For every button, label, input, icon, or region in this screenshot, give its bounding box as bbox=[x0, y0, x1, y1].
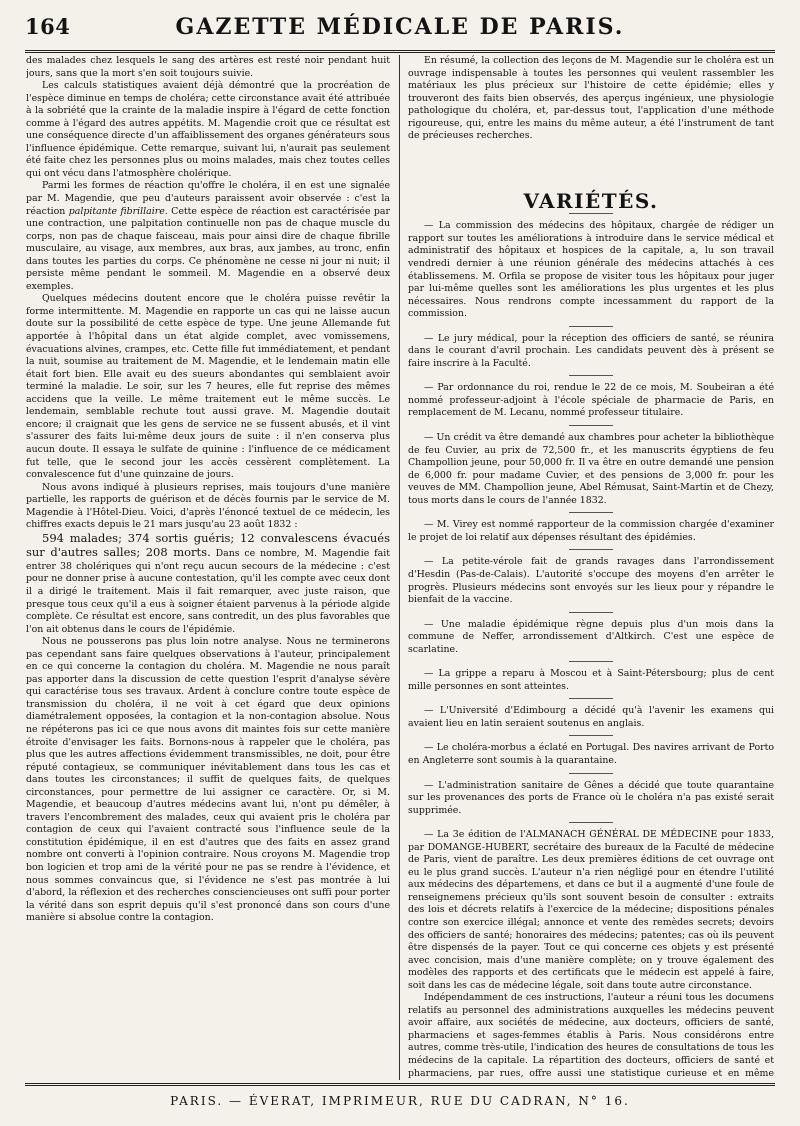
right-column bbox=[408, 55, 774, 1080]
news-item: — M. Virey est nommé rapporteur de la commission chargée d'examiner le projet de loi relatif aux dépenses résultant des épidémies. bbox=[408, 519, 774, 543]
statistics-figures: 594 malades; 374 sortis guéris; 12 convalescens évacués sur d'autres salles; 208 morts. bbox=[26, 530, 390, 560]
news-item: — La grippe a reparu à Moscou et à Saint-Pétersbourg; plus de cent mille personnes en sont atteintes. bbox=[408, 668, 774, 692]
news-item: — Le choléra-morbus a éclaté en Portugal. Des navires arrivant de Porto en Angleterre sont soumis à la quarantaine. bbox=[408, 742, 774, 766]
emphasis-text: palpitante fibrillaire bbox=[68, 205, 165, 217]
news-item: — Par ordonnance du roi, rendue le 22 de ce mois, M. Soubeiran a été nommé professeur-adjoint à l'école spéciale de pharmacie de Paris, en remplacement de M. Lecanu, nommé professeur titulaire. bbox=[408, 382, 774, 419]
left-column bbox=[26, 55, 390, 1080]
text-run: Parmi les formes de réaction qu'offre le choléra, il en est une signalée par M. Magendie, que peu d'auteurs paraissent avoir observée : c'est la réaction bbox=[26, 180, 390, 217]
paragraph: des malades chez lesquels le sang des artères est resté noir pendant huit jours, sans que la mort s'en soit toujours suivie. bbox=[26, 55, 390, 79]
news-item: — Un crédit va être demandé aux chambres pour acheter la bibliothèque de feu Cuvier, au prix de 72,500 fr., et les manuscrits égyptiens de feu Champollion jeune, pour 50,000 fr. Il va être en outre demandé une pension de 6,000 fr. pour madame Cuvier, et des pensions de 3,000 fr. pour les veuves de MM. Champollion jeune, Abel Rémusat, Saint-Martin et de Chezy, tous morts dans le cours de l'année 1832. bbox=[408, 432, 774, 506]
page-header bbox=[25, 8, 775, 44]
news-item: — L'administration sanitaire de Gênes a décidé que toute quarantaine sur les provenances des ports de France où le choléra n'a pas existé serait supprimée. bbox=[408, 779, 774, 816]
item-separator bbox=[569, 512, 613, 513]
column-divider bbox=[399, 55, 400, 1080]
news-item: — Le jury médical, pour la réception des officiers de santé, se réunira dans le courant d'avril prochain. Les candidats peuvent dès à présent se faire inscrire à la Faculté. bbox=[408, 332, 774, 369]
item-separator bbox=[569, 698, 613, 699]
news-item: — L'Université d'Edimbourg a décidé qu'à l'avenir les examens qui avaient lieu en latin seraient soutenus en anglais. bbox=[408, 705, 774, 729]
paragraph: Nous avons indiqué à plusieurs reprises, mais toujours d'une manière partielle, les rapports de guérison et de décès fournis par le service de M. Magendie à l'Hôtel-Dieu. Voici, d'après l'énoncé textuel de ce médecin, les chiffres exacts depuis le 21 mars jusqu'au 23 août 1832 : bbox=[26, 481, 390, 531]
almanach-notice: — La 3e édition de l'ALMANACH GÉNÉRAL DE MÉDECINE pour 1833, par DOMANGE-HUBERT, secrétaire des bureaux de la Faculté de médecine de Paris, vient de paraître. Les deux premières éditions de cet ouvrage ont eu le plus grand succès. L'auteur n'a rien négligé pour en étendre l'utilité aux médecins des départemens, et dans ce but il a augmenté d'une foule de renseignemens précieux qu'ils sont souvent besoin de consulter : extraits des lois et décrets relatifs à l'exercice de la médecine; dispositions pénales contre son exercice illégal; annonce et vente des remèdes secrets; devoirs des officiers de santé; honoraires des médecins; patentes; cas où ils peuvent être dispensés de la payer. Tout ce qui concerne ces objets y est présenté avec concision, mais d'une manière complète; on y trouve également des modèles des rapports et des certificats que le médecin est appelé à faire, soit dans les cas de médecine légale, soit dans toute autre circonstance. bbox=[408, 829, 774, 991]
news-item: — La petite-vérole fait de grands ravages dans l'arrondissement d'Hesdin (Pas-de-Calais). L'autorité s'occupe des moyens d'en arrêter le progrès. Plusieurs médecins sont envoyés sur les lieux pour y répandre le bienfait de la vaccine. bbox=[408, 556, 774, 606]
paragraph bbox=[26, 180, 390, 293]
item-separator bbox=[569, 773, 613, 774]
item-separator bbox=[569, 425, 613, 426]
item-separator bbox=[569, 213, 613, 214]
footer-rule bbox=[25, 1083, 775, 1086]
item-separator bbox=[569, 326, 613, 327]
text-run: Dans ce nombre, M. Magendie fait entrer 38 cholériques qui n'ont reçu aucun secours de la médecine : c'est pour ne donner prise à aucune contestation, qu'il les compte avec ceux dont il a dirigé le traitement. Mais il fait remarquer, avec juste raison, que presque tous ceux qu'il a eus à soigner étaient parvenus à la période algide complète. Ce résultat est encore, sans contredit, un des plus favorables que l'on ait obtenus dans le cours de l'épidémie. bbox=[26, 548, 390, 635]
paragraph: Quelques médecins doutent encore que le choléra puisse revêtir la forme intermittente. M. Magendie en rapporte un cas qui ne laisse aucun doute sur la possibilité de cette espèce de type. Une jeune Allemande fut apportée à l'hôpital dans un état algide complet, avec vomissemens, évacuations alvines, crampes, etc. Cette fille fut immédiatement, et pendant la nuit, soumise au traitement de M. Magendie, et le lendemain matin elle était fort bien. Elle avait eu des sueurs abondantes qui semblaient avoir terminé la maladie. Le soir, sur les 7 heures, elle fut reprise des mêmes accidens que la veille. Le même traitement eut le même succès. Le lendemain, semblable rechute tout aussi grave. M. Magendie doutait encore; il craignait que les gens de service ne se fussent abusés, et il vint s'assurer des faits lui-même deux jours de suite : il n'en conserva plus aucun doute. Il essaya le sulfate de quinine : l'influence de ce médicament fut telle, que le second jour les accès cessèrent complètement. La convalescence fut d'une quinzaine de jours. bbox=[26, 293, 390, 481]
item-separator bbox=[569, 375, 613, 376]
news-item: — La commission des médecins des hôpitaux, chargée de rédiger un rapport sur toutes les améliorations à introduire dans le service médical et administratif des hôpitaux et hospices de la capitale, a, lu son travail vendredi dernier à une réunion générale des médecins attachés à ces établissemens. M. Orfila se propose de visiter tous les hôpitaux pour juger par lui-même quelles sont les améliorations les plus urgentes et les plus nécessaires. Nous rendrons compte incessamment du rapport de la commission. bbox=[408, 220, 774, 320]
almanach-notice-continued: Indépendamment de ces instructions, l'auteur a réuni tous les documens relatifs au personnel des administrations auxquelles les médecins peuvent avoir affaire, aux sociétés de médecine, aux docteurs, officiers de santé, pharmaciens et sages-femmes établis à Paris. Nous considérons entre autres, comme très-utile, l'indication des heures de consultations de tous les médecins de la capitale. La répartition des docteurs, officiers de santé et pharmaciens, par rues, offre aussi une statistique curieuse et en même bbox=[408, 992, 774, 1079]
masthead-title: GAZETTE MÉDICALE DE PARIS. bbox=[175, 14, 625, 40]
section-title: VARIÉTÉS. bbox=[523, 188, 659, 213]
printer-imprint: PARIS. — ÉVERAT, IMPRIMEUR, RUE DU CADRAN, N° 16. bbox=[170, 1094, 630, 1108]
header-rule bbox=[25, 50, 775, 53]
text-run: . Cette espèce de réaction est caractérisée par une contraction, une palpitation continuelle non pas de chaque muscle du corps, non pas de chaque faisceau, mais pour ainsi dire de chaque fibrille musculaire, au visage, aux membres, aux bras, aux jambes, au tronc, enfin dans toutes les parties du corps. Ce phénomène ne cesse ni jour ni nuit; il persiste même pendant le sommeil. M. Magendie en a observé deux exemples. bbox=[26, 205, 390, 292]
paragraph: Nous ne pousserons pas plus loin notre analyse. Nous ne terminerons pas cependant sans faire quelques observations à l'auteur, principalement en ce qui concerne la contagion du choléra. M. Magendie ne nous paraît pas apporter dans la discussion de cette question l'esprit d'analyse sévère qui caractérise tous ses travaux. Ardent à conclure contre toute espèce de transmission du choléra, il ne voit à cet égard que deux opinions diamétralement opposées, la contagion et la non-contagion absolue. Nous ne répéterons pas ici ce que nous avons dit maintes fois sur cette manière étroite d'envisager les faits. Bornons-nous à rappeler que le choléra, pas plus que les autres affections évidemment transmissibles, ne doit, pour être réputé contagieux, se communiquer inévitablement dans tous les cas et dans toutes les circonstances; il suffit de quelques faits, de quelques circonstances, pour permettre de lui assigner ce caractère. Or, si M. Magendie, et beaucoup d'autres médecins avant lui, n'ont pu démêler, à travers l'encombrement des malades, ceux qui avaient pris le choléra par contagion de ceux qui l'avaient contracté sous l'influence seule de la constitution épidémique, il en est d'autres que des faits en assez grand nombre ont converti à l'opinion contraire. Nous croyons M. Magendie trop bon logicien et trop ami de la vérité pour ne pas se rendre à l'évidence, et nous sommes convaincus que, si l'évidence ne s'est pas montrée à lui d'abord, la réflexion et des recherches consciencieuses ont suffi pour porter la vérité dans son esprit depuis qu'il s'est prononcé dans son cours d'une manière si absolue contre la contagion. bbox=[26, 636, 390, 924]
item-separator bbox=[569, 549, 613, 550]
page-number: 164 bbox=[25, 14, 71, 39]
item-separator bbox=[569, 822, 613, 823]
statistics-paragraph bbox=[26, 532, 390, 636]
paragraph: En résumé, la collection des leçons de M. Magendie sur le choléra est un ouvrage indispensable à toutes les personnes qui veulent rassembler les matériaux les plus précieux sur l'histoire de cette épidémie; elles y trouveront des faits bien observés, des aperçus ingénieux, une physiologie pathologique du choléra, et, par-dessus tout, l'application d'une méthode rigoureuse, qui, entre les mains du même auteur, a été l'instrument de tant de précieuses recherches. bbox=[408, 55, 774, 142]
news-item: — Une maladie épidémique règne depuis plus d'un mois dans la commune de Neffer, arrondissement d'Altkirch. C'est une espèce de scarlatine. bbox=[408, 618, 774, 655]
item-separator bbox=[569, 735, 613, 736]
paragraph: Les calculs statistiques avaient déjà démontré que la procréation de l'espèce diminue en temps de choléra; cette circonstance avait été attribuée à la sobriété que la crainte de la maladie inspire à l'égard de cette fonction comme à l'égard des autres appétits. M. Magendie croit que ce résultat est une conséquence directe d'un affaiblissement des organes générateurs sous l'influence épidémique. Cette remarque, suivant lui, n'aurait pas seulement été faite chez les personnes plus ou moins malades, mais chez toutes celles qui ont vécu dans l'atmosphère cholérique. bbox=[26, 80, 390, 179]
item-separator bbox=[569, 612, 613, 613]
item-separator bbox=[569, 661, 613, 662]
